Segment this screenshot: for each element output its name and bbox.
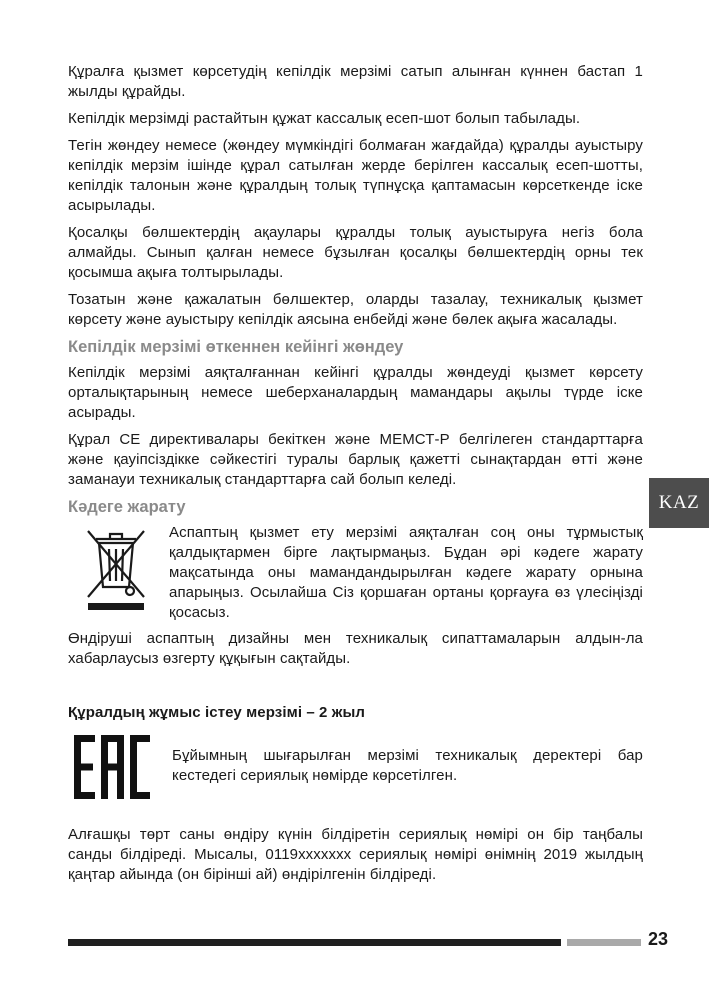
footer-bar-dark <box>68 939 561 946</box>
wear-parts-paragraph: Тозатын және қажалатын бөлшектер, оларды тазалау, техникалық қызмет көрсету және ауыстыру кепілдік аясына енбейді және бөлек ақыға жасалады. <box>68 291 643 328</box>
warranty-period-paragraph: Құралға қызмет көрсетудің кепілдік мерзімі сатып алынған күннен бастап 1 жылды құрайды. <box>68 63 643 100</box>
post-warranty-heading: Кепілдік мерзімі өткеннен кейінгі жөндеу <box>68 338 404 356</box>
spare-parts-paragraph: Қосалқы бөлшектердің ақаулары құралды толық ауыстыруға негіз бола алмайды. Сынып қалған немесе бұзылған қосалқы бөлшектердің орны тек қосымша ақыға толтырылады. <box>68 224 643 281</box>
manufacturer-rights-paragraph: Өндіруші аспаптың дизайны мен техникалық сипаттамаларын алдын-ла хабарлаусыз өзгерту құқығын сақтайды. <box>68 630 643 667</box>
service-life-title: Құралдың жұмыс істеу мерзімі – 2 жыл <box>68 704 366 721</box>
disposal-heading: Кәдеге жарату <box>68 498 186 516</box>
eac-text: Бұйымның шығарылған мерзімі техникалық деректері бар кестедегі сериялық нөмірде көрсетілген. <box>172 747 643 784</box>
disposal-block <box>68 523 643 623</box>
eac-mark-icon <box>72 735 152 799</box>
free-repair-paragraph: Тегін жөндеу немесе (жөндеу мүмкіндігі болмаған жағдайда) құралды ауыстыру кепілдік мерзім ішінде құрал сатылған жерде берілген кассалық есеп-шотты, кепілдік талонын және құралдың толық түпнұсқа қаптамасын көрсеткенде іске асырылады. <box>68 137 643 214</box>
serial-number-paragraph: Алғашқы төрт саны өндіру күнін білдіретін сериялық нөмірі он бір таңбалы санды білдіреді. Мысалы, 0119xxxxxxx сериялық нөмірі өнімнің 2019 жылдың қаңтар айында (он бірінші ай) өндірілгенін білдіреді. <box>68 826 643 883</box>
eac-block <box>68 735 643 799</box>
disposal-text: Аспаптың қызмет ету мерзімі аяқталған соң оны тұрмыстық қалдықтармен бірге лақтырмаңыз. Бұдан әрі кәдеге жарату мақсатында оны мамандандырылған кәдеге жарату орнына апарыңыз. Осылайша Сіз қоршаған ортаны қорғауға өз үлесіңізді қосасыз. <box>169 524 643 621</box>
post-warranty-paragraph: Кепілдік мерзімі аяқталғаннан кейінгі құралды жөндеуді қызмет көрсету орталықтарының немесе шеберханалардың мамандары ақылы түрде іске асырады. <box>68 364 643 421</box>
crossed-out-wheelie-bin-icon <box>80 521 152 613</box>
footer-bar-light <box>567 939 641 946</box>
compliance-paragraph: Құрал CE директивалары бекіткен және МЕМСТ-Р белгілеген стандарттарға және қауіпсіздікке сәйкестігі туралы барлық қажетті сынақтардан өтті және заманауи техникалық стандарттарға сай болып келеді. <box>68 431 643 488</box>
warranty-document-paragraph: Кепілдік мерзімді растайтын құжат кассалық есеп-шот болып табылады. <box>68 110 581 127</box>
page-number: 23 <box>648 929 669 949</box>
language-tab: KAZ <box>649 478 709 528</box>
page-content <box>68 62 643 892</box>
